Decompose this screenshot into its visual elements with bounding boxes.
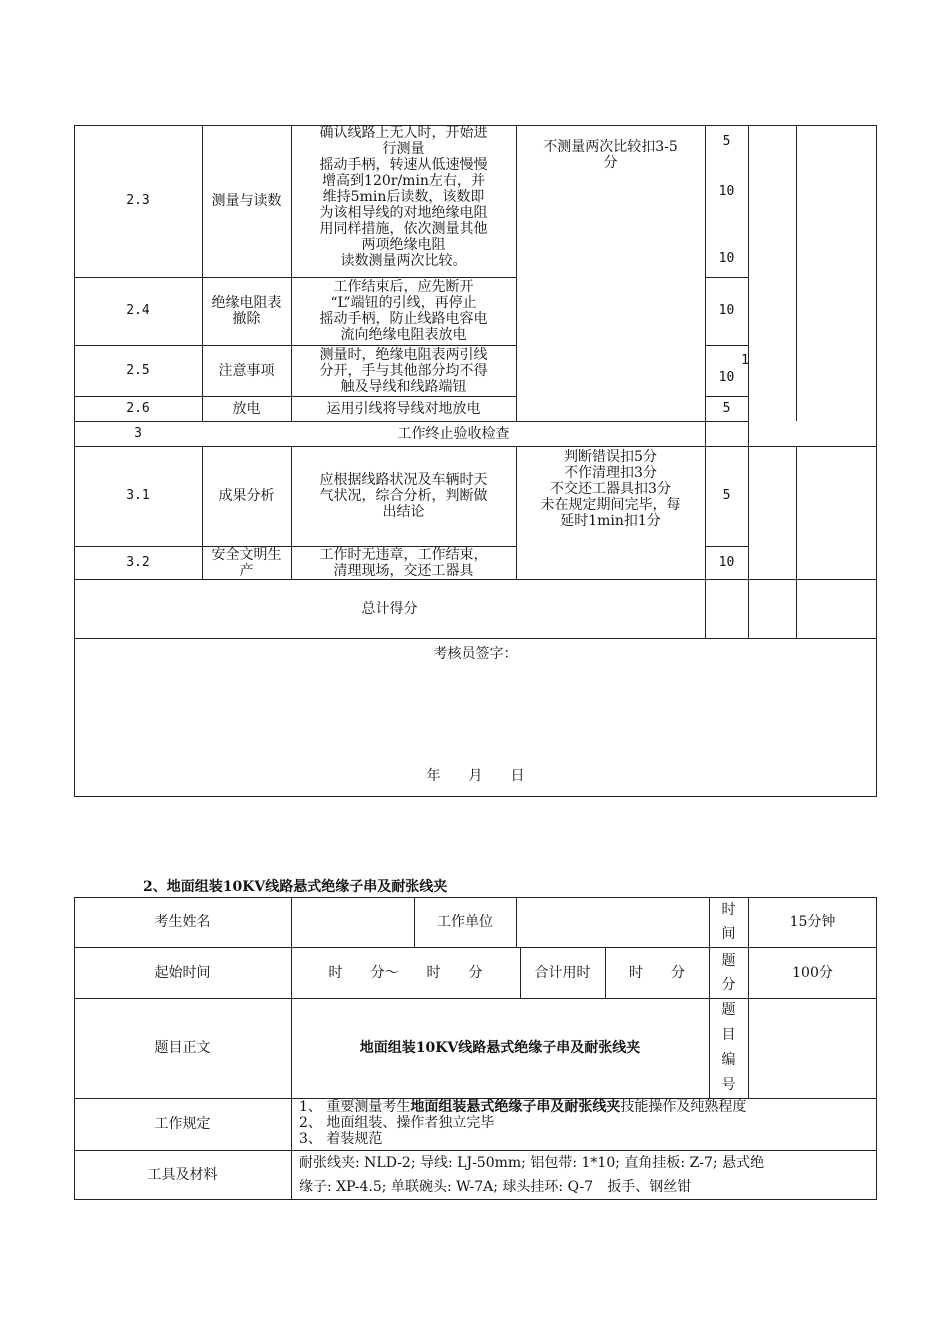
score-value: 10 bbox=[718, 370, 735, 385]
rules-label: 工作规定 bbox=[154, 1116, 211, 1132]
name-field[interactable] bbox=[291, 897, 414, 947]
section-number: 3 bbox=[134, 425, 142, 441]
criteria-text: 判断错误扣5分 不作清理扣3分 不交还工器具扣3分 未在规定期间完毕，每 延时1min扣1分 bbox=[540, 449, 681, 529]
item-content: 工作结束后，应先断开 “L”端钮的引线，再停止 摇动手柄，防止线路电容电 流向绝缘电阻表放电 bbox=[319, 279, 488, 343]
tools-text: 耐张线夹: NLD-2; 导线: LJ-50mm; 铝包带: 1*10; 直角挂板: Z-7; 悬式绝 缘子: XP-4.5; 单联碗头: W-7A; 球头挂环: Q-7 扳手、钢丝钳 bbox=[299, 1155, 765, 1195]
item-content: 确认线路上无人时，开始进 行测量 摇动手柄，转速从低速慢慢 增高到120r/min左右，并 维持5min后读数，该数即 为该相导线的对地绝缘电阻 用同样措施，依次测量其他 两项绝缘电阻 读数测量两次比较。 bbox=[319, 125, 488, 269]
score-value: 5 bbox=[722, 400, 731, 416]
unit-field[interactable] bbox=[516, 897, 709, 947]
score-value: 5 bbox=[722, 134, 731, 149]
time-value: 15分钟 bbox=[789, 914, 836, 930]
start-time-value[interactable]: 时 分～ 时 分 bbox=[328, 964, 483, 981]
total-time-label: 合计用时 bbox=[534, 964, 591, 981]
score-value: 10 bbox=[718, 251, 735, 266]
total-time-value[interactable]: 时 分 bbox=[629, 964, 685, 981]
item-name: 注意事项 bbox=[218, 362, 275, 379]
code-label: 题目编号 bbox=[721, 1002, 736, 1093]
item-name: 安全文明生产 bbox=[211, 546, 282, 579]
time-label: 时间 bbox=[721, 902, 736, 942]
row-number: 2.3 bbox=[126, 193, 150, 208]
item-name: 成果分析 bbox=[218, 488, 275, 504]
score-value: 10 bbox=[718, 554, 735, 570]
item-content: 测量时，绝缘电阻表两引线 分开，手与其他部分均不得 触及导线和线路端钮 bbox=[319, 346, 488, 395]
body-text: 地面组装10KV线路悬式绝缘子串及耐张线夹 bbox=[359, 1040, 641, 1056]
section-caption: 2、地面组装10KV线路悬式绝缘子串及耐张线夹 bbox=[143, 879, 448, 895]
item-content: 工作时无违章，工作结束， 清理现场，交还工器具 bbox=[319, 546, 488, 579]
item-content: 运用引线将导线对地放电 bbox=[326, 400, 481, 417]
col-divider bbox=[748, 125, 749, 638]
score-value: 10 bbox=[718, 303, 735, 318]
row-number: 2.6 bbox=[126, 400, 150, 416]
signature-date: 年 月 日 bbox=[426, 768, 525, 784]
item-name: 放电 bbox=[232, 400, 261, 417]
score-value: 100分 bbox=[792, 964, 833, 981]
score-value: 10 bbox=[718, 184, 735, 199]
body-label: 题目正文 bbox=[154, 1040, 211, 1056]
rule-2: 2、 地面组装、操作者独立完毕 bbox=[299, 1115, 495, 1131]
row-number: 2.4 bbox=[126, 303, 150, 318]
rule-1: 1、 重要测量考生地面组装悬式绝缘子串及耐张线夹技能操作及纯熟程度 bbox=[299, 1099, 747, 1115]
name-label: 考生姓名 bbox=[154, 914, 211, 930]
score-value: 5 bbox=[722, 488, 731, 503]
margin-mark: 1 bbox=[741, 353, 749, 368]
row-divider bbox=[705, 345, 749, 346]
score-label: 题分 bbox=[721, 952, 736, 993]
unit-label: 工作单位 bbox=[437, 914, 493, 930]
col-divider bbox=[796, 446, 797, 638]
row-number: 2.5 bbox=[126, 362, 150, 378]
section-title: 工作终止验收检查 bbox=[397, 425, 510, 442]
item-name: 测量与读数 bbox=[211, 193, 282, 209]
rules-text bbox=[291, 1098, 877, 1150]
code-field[interactable] bbox=[748, 998, 877, 1098]
tools-label: 工具及材料 bbox=[147, 1167, 218, 1183]
start-time-label: 起始时间 bbox=[154, 964, 211, 981]
row-number: 3.1 bbox=[126, 488, 150, 503]
col-divider bbox=[796, 125, 797, 421]
criteria-text: 不测量两次比较扣3-5 分 bbox=[543, 139, 678, 171]
item-name: 绝缘电阻表撤除 bbox=[211, 295, 282, 327]
row-divider bbox=[74, 638, 877, 639]
row-number: 3.2 bbox=[126, 554, 150, 570]
rule-3: 3、 着装规范 bbox=[299, 1131, 383, 1147]
examiner-signature-label: 考核员签字： bbox=[433, 646, 518, 662]
total-score-label: 总计得分 bbox=[361, 600, 418, 617]
item-content: 应根据线路状况及车辆时天 气状况，综合分析，判断做 出结论 bbox=[319, 472, 488, 520]
